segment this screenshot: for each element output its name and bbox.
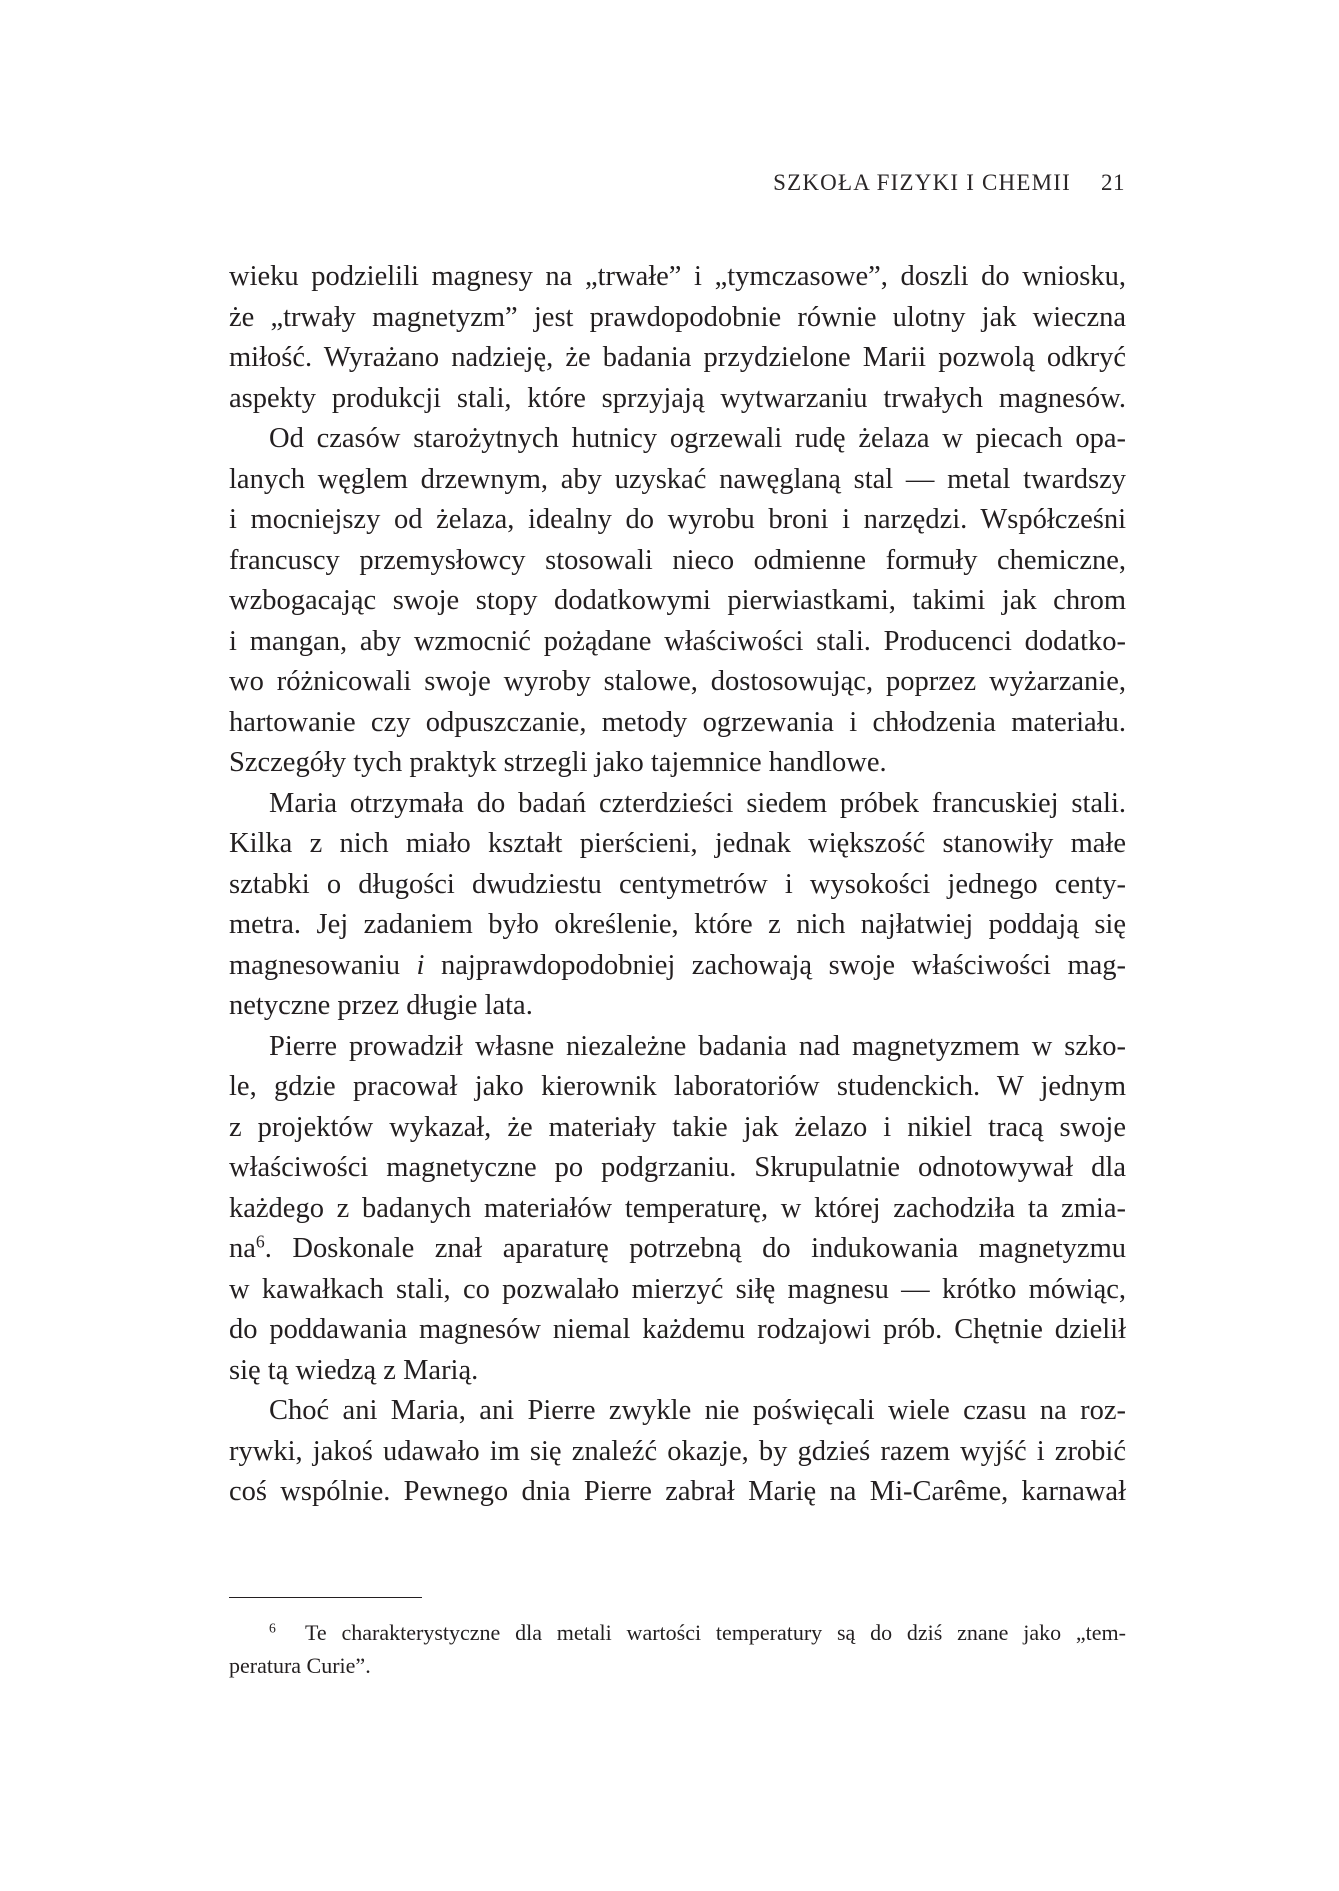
body-text <box>229 257 1126 1513</box>
footnote-divider <box>229 1597 422 1598</box>
text-line <box>229 946 1126 987</box>
text-line: Choć ani Maria, ani Pierre zwykle nie poświęcali wiele czasu na roz- <box>269 1395 1126 1426</box>
text-segment: . Doskonale znał aparaturę potrzebną do indukowania magnetyzmu <box>264 1233 1126 1264</box>
text-line: lanych węglem drzewnym, aby uzyskać nawęglaną stal — metal twardszy <box>229 463 1126 495</box>
text-line: że „trwały magnetyzm” jest prawdopodobnie równie ulotny jak wieczna <box>229 301 1126 333</box>
text-line: wo różnicowali swoje wyroby stalowe, dostosowując, poprzez wyżarzanie, <box>229 666 1126 697</box>
text-line: rywki, jakoś udawało im się znaleźć okazje, by gdzieś razem wyjść i zrobić <box>229 1435 1126 1467</box>
text-line: Maria otrzymała do badań czterdzieści siedem próbek francuskiej stali. <box>269 787 1126 819</box>
text-line: hartowanie czy odpuszczanie, metody ogrzewania i chłodzenia materiału. <box>229 706 1126 738</box>
footnote <box>229 1616 1126 1682</box>
paragraph <box>229 784 1126 1027</box>
text-line: le, gdzie pracował jako kierownik laboratoriów studenckich. W jednym <box>229 1071 1126 1102</box>
text-line: Kilka z nich miało kształt pierścieni, jednak większość stanowiły małe <box>229 828 1126 859</box>
footnote-line <box>229 1616 1126 1649</box>
text-line: netyczne przez długie lata. <box>229 990 533 1021</box>
text-line: i mocniejszy od żelaza, idealny do wyrobu broni i narzędzi. Współcześni <box>229 504 1126 535</box>
text-line: Od czasów starożytnych hutnicy ogrzewali rudę żelaza w piecach opa- <box>269 423 1126 454</box>
text-line: i mangan, aby wzmocnić pożądane właściwości stali. Producenci dodatko- <box>229 625 1126 657</box>
footnote-marker: 6 <box>269 1620 276 1636</box>
page-number: 21 <box>1101 170 1125 195</box>
text-line: właściwości magnetyczne po podgrzaniu. Skrupulatnie odnotowywał dla <box>229 1152 1126 1183</box>
running-head <box>773 170 1125 196</box>
text-line <box>229 1229 1126 1270</box>
text-line: wzbogacając swoje stopy dodatkowymi pierwiastkami, takimi jak chrom <box>229 585 1126 616</box>
paragraph <box>229 1391 1126 1513</box>
text-line: metra. Jej zadaniem było określenie, które z nich najłatwiej poddają się <box>229 909 1126 940</box>
text-line: się tą wiedzą z Marią. <box>229 1354 479 1386</box>
text-line: wieku podzielili magnesy na „trwałe” i „tymczasowe”, doszli do wniosku, <box>229 261 1126 292</box>
footnote-reference[interactable]: 6 <box>255 1231 265 1252</box>
text-line: miłość. Wyrażano nadzieję, że badania przydzielone Marii pozwolą odkryć <box>229 342 1126 373</box>
paragraph <box>229 257 1126 419</box>
italic-word: i <box>416 949 425 981</box>
text-line: coś wspólnie. Pewnego dnia Pierre zabrał Marię na Mi-Carême, karnawał <box>229 1476 1126 1507</box>
text-segment: najprawdopodobniej zachowają swoje właściwości mag- <box>440 949 1127 981</box>
text-line: w kawałkach stali, co pozwalało mierzyć siłę magnesu — krótko mówiąc, <box>229 1273 1126 1305</box>
footnote-text: Te charakterystyczne dla metali wartości temperatury są do dziś znane jako „tem- <box>305 1620 1126 1645</box>
text-segment: magnesowaniu <box>229 949 400 981</box>
text-line: Szczegóły tych praktyk strzegli jako tajemnice handlowe. <box>229 747 887 778</box>
text-segment: na <box>229 1233 256 1264</box>
text-line: Pierre prowadził własne niezależne badania nad magnetyzmem w szko- <box>269 1030 1126 1062</box>
text-line: aspekty produkcji stali, które sprzyjają wytwarzaniu trwałych magnesów. <box>229 382 1126 414</box>
chapter-title: SZKOŁA FIZYKI I CHEMII <box>773 170 1071 195</box>
footnote-line: peratura Curie”. <box>229 1653 371 1678</box>
text-line: każdego z badanych materiałów temperaturę, w której zachodziła ta zmia- <box>229 1192 1126 1224</box>
paragraph <box>229 1027 1126 1392</box>
text-line: z projektów wykazał, że materiały takie jak żelazo i nikiel tracą swoje <box>229 1111 1126 1143</box>
paragraph <box>229 419 1126 784</box>
text-line: do poddawania magnesów niemal każdemu rodzajowi prób. Chętnie dzielił <box>229 1314 1126 1345</box>
text-line: sztabki o długości dwudziestu centymetrów i wysokości jednego centy- <box>229 868 1126 900</box>
text-line: francuscy przemysłowcy stosowali nieco odmienne formuły chemiczne, <box>229 544 1126 576</box>
